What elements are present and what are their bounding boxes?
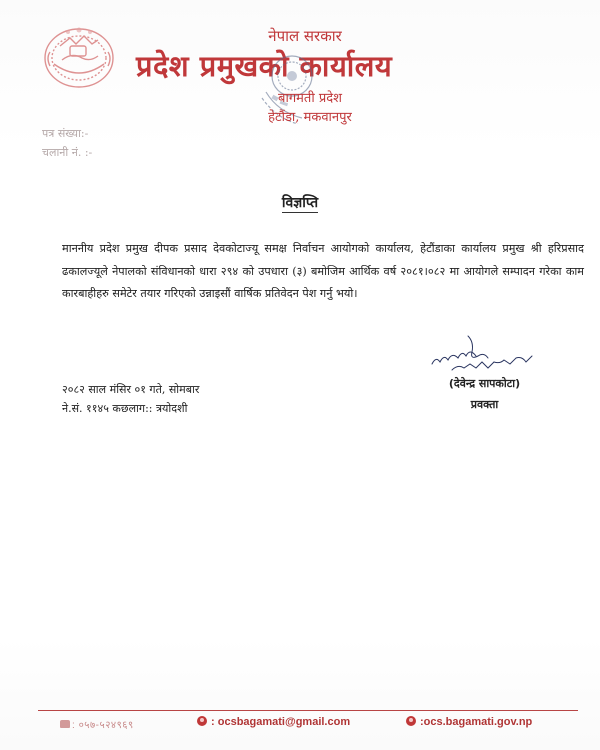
date-nepal-sambat: ने.सं. ११४५ कछलाग:: त्रयोदशी bbox=[62, 402, 188, 415]
footer-phone: : ०५७-५२४९६९ bbox=[60, 717, 134, 731]
signatory-designation: प्रवक्ता bbox=[470, 398, 499, 411]
footer-contact bbox=[0, 714, 600, 734]
letter-number-label: पत्र संख्या:- bbox=[42, 127, 89, 140]
office-address: हेटौंडा, मकवानपुर bbox=[268, 110, 352, 125]
phone-number: ०५७-५२४९६९ bbox=[78, 720, 134, 731]
website-link[interactable]: ocs.bagamati.gov.np bbox=[423, 716, 533, 728]
date-block bbox=[62, 380, 199, 418]
signature-scribble-icon bbox=[428, 334, 548, 372]
signatory-name: (देवेन्द्र सापकोटा) bbox=[448, 377, 521, 390]
office-name: प्रदेश प्रमुखको कार्यालय bbox=[136, 49, 393, 83]
telephone-icon bbox=[60, 720, 70, 728]
email-icon bbox=[197, 716, 207, 726]
email-link[interactable]: ocsbagamati@gmail.com bbox=[217, 716, 351, 728]
province-name: बागमती प्रदेश bbox=[278, 91, 342, 106]
notice-title-text: विज्ञप्ति bbox=[281, 195, 319, 211]
globe-icon bbox=[406, 716, 416, 726]
date-bs: २०८२ साल मंसिर ०१ गते, सोमबार bbox=[62, 383, 200, 396]
footer-email: : ocsbagamati@gmail.com bbox=[197, 716, 350, 728]
notice-title bbox=[0, 193, 600, 212]
signatory-block bbox=[417, 373, 552, 415]
footer-website: :ocs.bagamati.gov.np bbox=[406, 716, 532, 728]
notice-body: माननीय प्रदेश प्रमुख दीपक प्रसाद देवकोटाज्यू समक्ष निर्वाचन आयोगको कार्यालय, हेटौंडाका कार्यालय प्रमुख श्री हरिप्रसाद ढकालज्यूले नेपालको संविधानको धारा २९४ को उपधारा (३) बमोजिम आर्थिक वर्ष २०८१।०८२ मा आयोगले सम्पादन गरेका काम कारबाहीहरु समेटेर तयार गरिएको उन्नाइसौं वार्षिक प्रतिवेदन पेश गर्नु भयो। bbox=[62, 242, 584, 300]
government-name: नेपाल सरकार bbox=[268, 27, 342, 45]
footer-divider bbox=[38, 710, 578, 711]
dispatch-number-label: चलानी नं. :- bbox=[42, 146, 93, 159]
reference-block bbox=[42, 124, 92, 162]
